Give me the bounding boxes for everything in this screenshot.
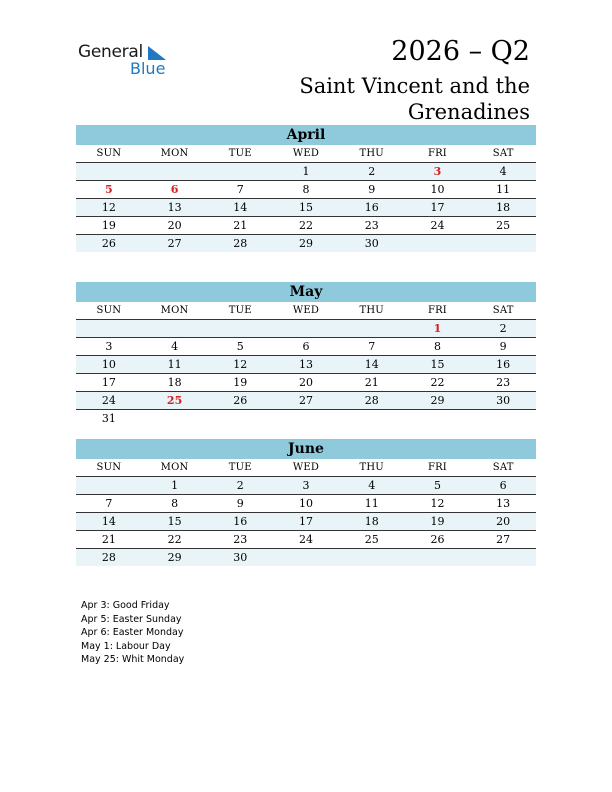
holiday-note: Apr 6: Easter Monday	[81, 627, 184, 639]
day-cell	[339, 320, 405, 337]
day-cell: 2	[236, 479, 244, 492]
day-cell	[142, 410, 208, 427]
day-cell: 20	[299, 376, 314, 389]
day-cell: 28	[364, 394, 379, 407]
month-april	[76, 125, 536, 252]
day-cell: 24	[299, 533, 314, 546]
day-cell: 16	[364, 201, 379, 214]
day-cell: 9	[236, 497, 244, 510]
day-cell: 26	[430, 533, 445, 546]
day-cell	[405, 235, 471, 252]
day-cell: 12	[233, 358, 248, 371]
day-cell	[339, 549, 405, 566]
day-cell	[339, 410, 405, 427]
weekday-label: TUE	[228, 462, 252, 473]
day-cell: 23	[496, 376, 511, 389]
day-cell: 25	[496, 219, 511, 232]
day-cell: 11	[496, 183, 511, 196]
day-cell: 24	[430, 219, 445, 232]
month-header: April	[76, 125, 536, 145]
week-row	[76, 181, 536, 199]
weekday-header-row	[76, 145, 536, 163]
day-cell	[273, 410, 339, 427]
week-row	[76, 477, 536, 495]
logo	[78, 42, 178, 82]
day-cell: 8	[171, 497, 179, 510]
day-cell: 12	[101, 201, 116, 214]
day-cell	[142, 163, 208, 180]
day-cell: 24	[101, 394, 116, 407]
day-cell: 19	[101, 219, 116, 232]
page-title: 2026 – Q2	[391, 36, 530, 67]
day-cell: 16	[233, 515, 248, 528]
day-cell: 6	[170, 183, 179, 196]
day-cell: 3	[433, 165, 442, 178]
day-cell: 15	[299, 201, 314, 214]
day-cell: 22	[167, 533, 182, 546]
week-row	[76, 338, 536, 356]
day-cell: 18	[496, 201, 511, 214]
day-cell: 27	[299, 394, 314, 407]
week-row	[76, 199, 536, 217]
day-cell: 21	[364, 376, 379, 389]
weekday-label: WED	[292, 148, 320, 159]
day-cell: 7	[368, 340, 376, 353]
day-cell: 17	[430, 201, 445, 214]
week-row	[76, 495, 536, 513]
holiday-note: May 25: Whit Monday	[81, 654, 185, 666]
weekday-header-row	[76, 459, 536, 477]
day-cell	[76, 163, 142, 180]
weekday-label: SUN	[96, 148, 122, 159]
day-cell	[273, 549, 339, 566]
day-cell	[76, 477, 142, 494]
day-cell: 16	[496, 358, 511, 371]
day-cell: 25	[364, 533, 379, 546]
weekday-label: MON	[160, 148, 189, 159]
weekday-label: WED	[292, 462, 320, 473]
day-cell	[405, 410, 471, 427]
day-cell: 27	[496, 533, 511, 546]
day-cell: 26	[101, 237, 116, 250]
day-cell: 30	[496, 394, 511, 407]
day-cell: 14	[233, 201, 248, 214]
holiday-list	[81, 599, 184, 667]
weekday-label: THU	[359, 305, 384, 316]
day-cell: 1	[433, 322, 442, 335]
weekday-label: FRI	[427, 305, 447, 316]
logo-word-general: General	[78, 42, 143, 62]
month-header: June	[76, 439, 536, 459]
weekday-label: WED	[292, 305, 320, 316]
week-row	[76, 235, 536, 252]
month-header: May	[76, 282, 536, 302]
day-cell: 20	[167, 219, 182, 232]
day-cell: 13	[496, 497, 511, 510]
day-cell: 28	[101, 551, 116, 564]
day-cell: 4	[368, 479, 376, 492]
weekday-label: SAT	[492, 148, 514, 159]
week-row	[76, 217, 536, 235]
month-may	[76, 282, 536, 427]
day-cell: 29	[167, 551, 182, 564]
day-cell: 30	[233, 551, 248, 564]
day-cell: 21	[101, 533, 116, 546]
day-cell: 18	[167, 376, 182, 389]
week-row	[76, 513, 536, 531]
day-cell	[470, 235, 536, 252]
day-cell: 6	[499, 479, 507, 492]
day-cell	[470, 410, 536, 427]
day-cell: 25	[166, 394, 183, 407]
day-cell: 19	[430, 515, 445, 528]
weekday-label: MON	[160, 305, 189, 316]
weekday-label: MON	[160, 462, 189, 473]
day-cell	[76, 320, 142, 337]
holiday-note: Apr 3: Good Friday	[81, 600, 170, 611]
logo-triangle-icon	[148, 46, 166, 60]
logo-word-blue: Blue	[130, 59, 166, 78]
weekday-label: THU	[359, 148, 384, 159]
day-cell: 5	[236, 340, 244, 353]
weekday-label: TUE	[228, 148, 252, 159]
day-cell: 10	[101, 358, 116, 371]
day-cell: 27	[167, 237, 182, 250]
day-cell: 13	[299, 358, 314, 371]
week-row	[76, 410, 536, 427]
weekday-label: SUN	[96, 305, 122, 316]
day-cell: 2	[368, 165, 376, 178]
weekday-label: THU	[359, 462, 384, 473]
day-cell	[470, 549, 536, 566]
holiday-note: Apr 5: Easter Sunday	[81, 613, 182, 625]
day-cell	[273, 320, 339, 337]
day-cell: 21	[233, 219, 248, 232]
day-cell: 14	[101, 515, 116, 528]
day-cell: 4	[499, 165, 507, 178]
day-cell	[207, 163, 273, 180]
day-cell: 23	[233, 533, 248, 546]
weekday-label: SAT	[492, 305, 514, 316]
day-cell: 29	[299, 237, 314, 250]
week-row	[76, 163, 536, 181]
day-cell: 18	[364, 515, 379, 528]
day-cell: 5	[105, 183, 113, 196]
day-cell: 1	[302, 165, 310, 178]
week-row	[76, 356, 536, 374]
day-cell: 17	[299, 515, 314, 528]
day-cell: 6	[302, 340, 310, 353]
day-cell: 10	[299, 497, 314, 510]
day-cell: 5	[433, 479, 441, 492]
day-cell: 8	[302, 183, 310, 196]
day-cell: 19	[233, 376, 248, 389]
day-cell	[405, 549, 471, 566]
week-row	[76, 320, 536, 338]
day-cell: 12	[430, 497, 445, 510]
day-cell: 17	[101, 376, 116, 389]
day-cell: 14	[364, 358, 379, 371]
day-cell: 26	[233, 394, 248, 407]
day-cell: 10	[430, 183, 445, 196]
week-row	[76, 531, 536, 549]
day-cell: 11	[167, 358, 182, 371]
day-cell: 7	[236, 183, 244, 196]
day-cell: 7	[105, 497, 113, 510]
week-row	[76, 549, 536, 566]
day-cell: 9	[499, 340, 507, 353]
week-row	[76, 374, 536, 392]
weekday-label: SUN	[96, 462, 122, 473]
country-name: Saint Vincent and the Grenadines	[299, 74, 530, 124]
day-cell: 15	[430, 358, 445, 371]
day-cell: 13	[167, 201, 182, 214]
day-cell: 3	[302, 479, 310, 492]
day-cell	[207, 410, 273, 427]
day-cell	[207, 320, 273, 337]
day-cell: 29	[430, 394, 445, 407]
weekday-label: FRI	[427, 148, 447, 159]
weekday-label: TUE	[228, 305, 252, 316]
day-cell	[142, 320, 208, 337]
day-cell: 30	[364, 237, 379, 250]
weekday-header-row	[76, 302, 536, 320]
day-cell: 9	[368, 183, 376, 196]
weekday-label: FRI	[427, 462, 447, 473]
day-cell: 31	[101, 412, 116, 425]
month-june	[76, 439, 536, 566]
day-cell: 8	[433, 340, 441, 353]
day-cell: 11	[364, 497, 379, 510]
day-cell: 23	[364, 219, 379, 232]
day-cell: 22	[430, 376, 445, 389]
day-cell: 28	[233, 237, 248, 250]
day-cell: 3	[105, 340, 113, 353]
day-cell: 1	[171, 479, 179, 492]
day-cell: 22	[299, 219, 314, 232]
day-cell: 4	[171, 340, 179, 353]
holiday-note: May 1: Labour Day	[81, 640, 171, 652]
day-cell: 20	[496, 515, 511, 528]
week-row	[76, 392, 536, 410]
weekday-label: SAT	[492, 462, 514, 473]
day-cell: 15	[167, 515, 182, 528]
day-cell: 2	[499, 322, 507, 335]
